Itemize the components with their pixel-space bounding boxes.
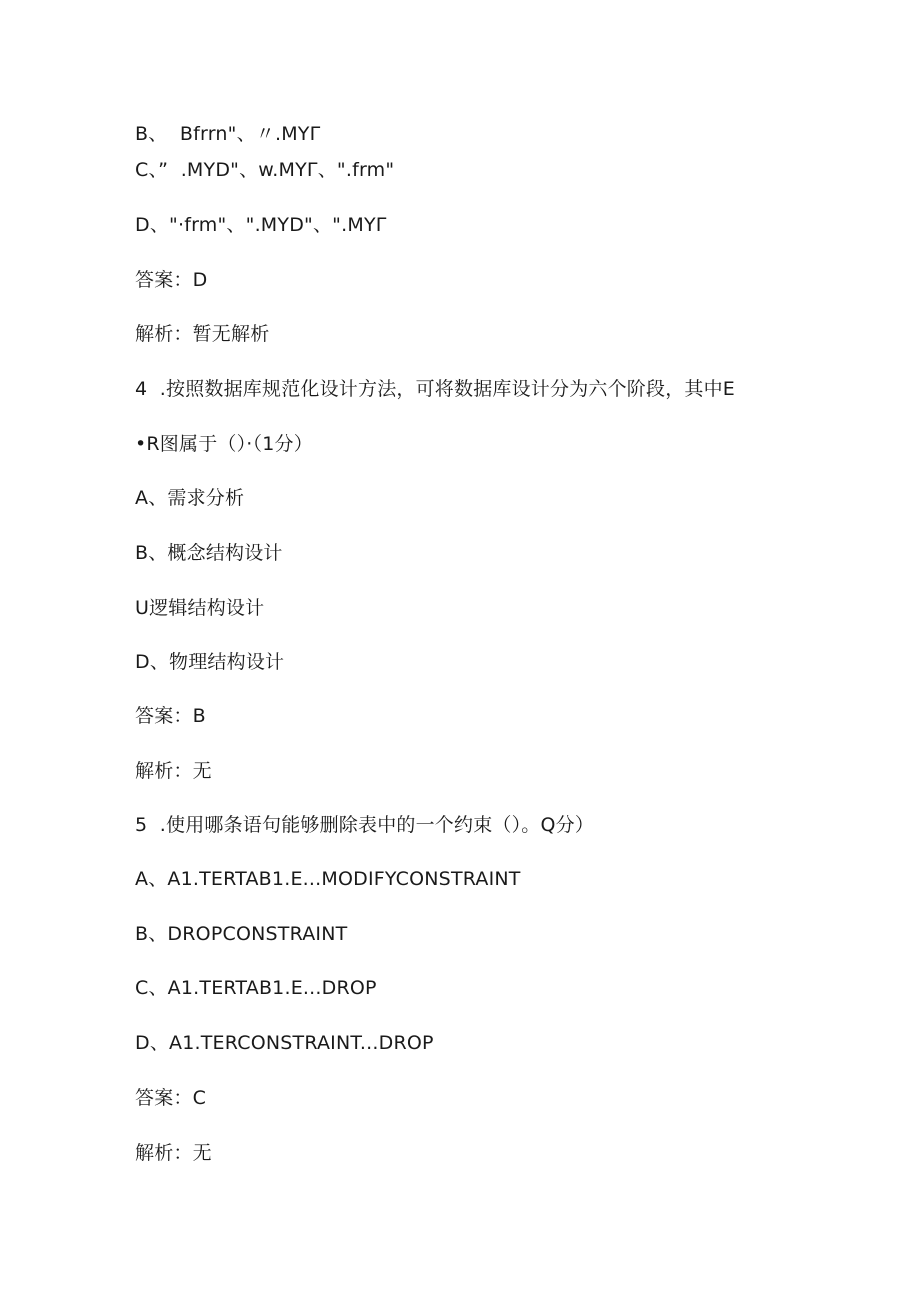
q5-option-d: D、A1.TERCONSTRAINT...DROP	[135, 1032, 434, 1054]
q4-answer: 答案：B	[135, 705, 206, 727]
q5-option-c: C、A1.TERTAB1.E...DROP	[135, 977, 377, 999]
q5-analysis: 解析：无	[135, 1142, 212, 1164]
q3-answer: 答案：D	[135, 269, 208, 291]
q4-option-b: B、概念结构设计	[135, 542, 283, 564]
q3-analysis: 解析：暂无解析	[135, 323, 270, 345]
q5-answer: 答案：C	[135, 1087, 207, 1109]
q4-analysis: 解析：无	[135, 760, 212, 782]
q4-question-line-1: 4 .按照数据库规范化设计方法，可将数据库设计分为六个阶段，其中E	[135, 378, 736, 400]
q5-option-a: A、A1.TERTAB1.E...MODIFYCONSTRAINT	[135, 868, 521, 890]
q5-option-b: B、DROPCONSTRAINT	[135, 923, 348, 945]
q4-option-a: A、需求分析	[135, 487, 245, 509]
q4-question-line-2: •R图属于（）·（1分）	[135, 433, 313, 455]
q4-option-d: D、物理结构设计	[135, 651, 285, 673]
q5-question: 5 .使用哪条语句能够删除表中的一个约束（）。Q分）	[135, 814, 595, 836]
q3-option-c: C、” .MYD"、w.MYΓ、".frm"	[135, 159, 395, 181]
q3-option-b: B、 Bfrrn"、〃.MYΓ	[135, 123, 321, 145]
q3-option-d: D、"·frm"、".MYD"、".MYΓ	[135, 214, 387, 236]
q4-option-c: U逻辑结构设计	[135, 597, 265, 619]
